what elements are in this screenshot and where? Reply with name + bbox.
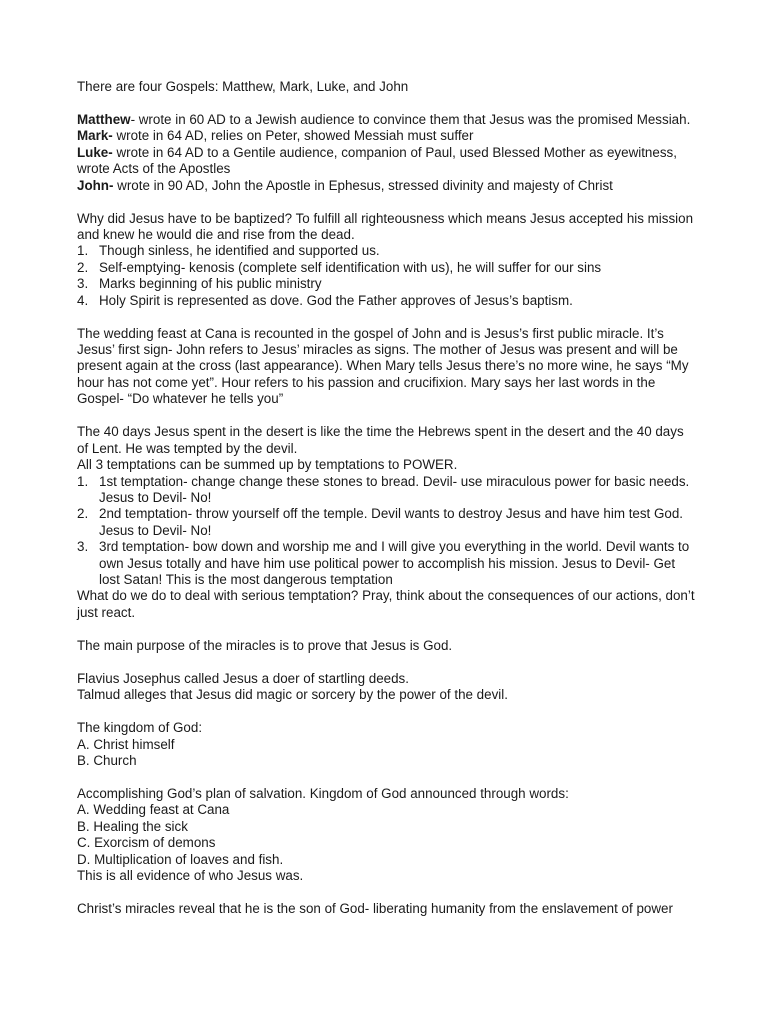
list-number: 2.: [77, 506, 89, 522]
list-text: 2nd temptation- throw yourself off the temple. Devil wants to destroy Jesus and have him test God. Jesus to Devil- No!: [99, 506, 684, 538]
gospel-luke: [77, 145, 697, 178]
spacer: [77, 884, 697, 901]
kingdom-heading: The kingdom of God:: [77, 720, 203, 736]
list-item: [77, 293, 697, 309]
spacer: [77, 194, 697, 211]
gospel-john: [77, 178, 697, 194]
gospel-text: wrote in 64 AD to a Gentile audience, companion of Paul, used Blessed Mother as eyewitness, wrote Acts of the Apostles: [77, 144, 677, 177]
spacer: [77, 654, 697, 671]
gospel-matthew: [77, 112, 697, 128]
document-page: [77, 79, 697, 917]
baptism-section: [77, 211, 697, 309]
list-text: Holy Spirit is represented as dove. God the Father approves of Jesus’s baptism.: [99, 292, 573, 308]
salvation-section: [77, 786, 697, 884]
gospel-name: Mark-: [77, 128, 113, 144]
gospel-text: wrote in 64 AD, relies on Peter, showed Messiah must suffer: [112, 128, 474, 144]
list-item: [77, 474, 697, 507]
desert-intro: The 40 days Jesus spent in the desert is like the time the Hebrews spent in the desert and the 40 days of Lent. He was tempted by the devil.: [77, 424, 684, 456]
intro-line: There are four Gospels: Matthew, Mark, Luke, and John: [77, 79, 409, 94]
talmud-line: Talmud alleges that Jesus did magic or sorcery by the power of the devil.: [77, 687, 508, 703]
list-number: 1.: [77, 243, 89, 259]
list-number: 3.: [77, 276, 89, 292]
desert-closing: What do we do to deal with serious temptation? Pray, think about the consequences of our actions, don’t just react.: [77, 588, 695, 620]
list-item: B. Healing the sick: [77, 818, 188, 834]
list-number: 3.: [77, 539, 89, 555]
spacer: [77, 704, 697, 721]
gospels-section: [77, 112, 697, 194]
list-number: 4.: [77, 292, 89, 308]
list-item: B. Church: [77, 752, 137, 768]
list-item: [77, 260, 697, 276]
list-item: A. Christ himself: [77, 736, 175, 752]
list-number: 1.: [77, 473, 89, 489]
kingdom-section: [77, 720, 697, 769]
list-item: [77, 539, 697, 588]
list-text: Though sinless, he identified and supported us.: [99, 243, 380, 259]
list-item: A. Wedding feast at Cana: [77, 802, 230, 818]
final-line: Christ’s miracles reveal that he is the son of God- liberating humanity from the enslavement of power: [77, 901, 673, 916]
list-item: C. Exorcism of demons: [77, 835, 216, 851]
salvation-heading: Accomplishing God’s plan of salvation. Kingdom of God announced through words:: [77, 785, 569, 801]
baptism-list: [77, 243, 697, 309]
spacer: [77, 769, 697, 786]
miracles-purpose: The main purpose of the miracles is to prove that Jesus is God.: [77, 637, 453, 653]
list-text: 3rd temptation- bow down and worship me and I will give you everything in the world. Devil wants to own Jesus totally and have him use political power to accomplish his mission. Jesus to Devil- Get lost Satan! This is the most dangerous temptation: [99, 539, 690, 587]
josephus-line: Flavius Josephus called Jesus a doer of startling deeds.: [77, 670, 409, 686]
gospel-mark: [77, 128, 697, 144]
spacer: [77, 95, 697, 112]
gospel-text: - wrote in 60 AD to a Jewish audience to convince them that Jesus was the promised Messiah.: [130, 112, 691, 127]
desert-summary: All 3 temptations can be summed up by temptations to POWER.: [77, 457, 458, 473]
spacer: [77, 621, 697, 638]
list-text: 1st temptation- change change these stones to bread. Devil- use miraculous power for basic needs. Jesus to Devil- No!: [99, 473, 690, 505]
list-item: D. Multiplication of loaves and fish.: [77, 851, 284, 867]
cana-paragraph: The wedding feast at Cana is recounted in the gospel of John and is Jesus’s first public miracle. It’s Jesus’ first sign- John refers to Jesus’ miracles as signs. The mother of Jesus was present and will be present again at the cross (last appearance). When Mary tells Jesus there’s no more wine, he says “My hour has not come yet”. Hour refers to his passion and crucifixion. Mary says her last words in the Gospel- “Do whatever he tells you”: [77, 325, 689, 407]
gospel-text: wrote in 90 AD, John the Apostle in Ephesus, stressed divinity and majesty of Christ: [113, 177, 613, 193]
list-number: 2.: [77, 259, 89, 275]
spacer: [77, 408, 697, 425]
gospel-name: John-: [77, 177, 114, 193]
desert-section: [77, 424, 697, 621]
list-text: Marks beginning of his public ministry: [99, 276, 322, 292]
salvation-closing: This is all evidence of who Jesus was.: [77, 868, 304, 883]
list-item: [77, 506, 697, 539]
list-item: [77, 276, 697, 292]
list-text: Self-emptying- kenosis (complete self identification with us), he will suffer for our sins: [99, 259, 602, 275]
gospel-name: Matthew: [77, 112, 131, 127]
temptation-list: [77, 474, 697, 589]
baptism-question: Why did Jesus have to be baptized? To fulfill all righteousness which means Jesus accepted his mission and knew he would die and rise from the dead.: [77, 210, 694, 243]
gospel-name: Luke-: [77, 144, 113, 160]
list-item: [77, 243, 697, 259]
spacer: [77, 309, 697, 326]
